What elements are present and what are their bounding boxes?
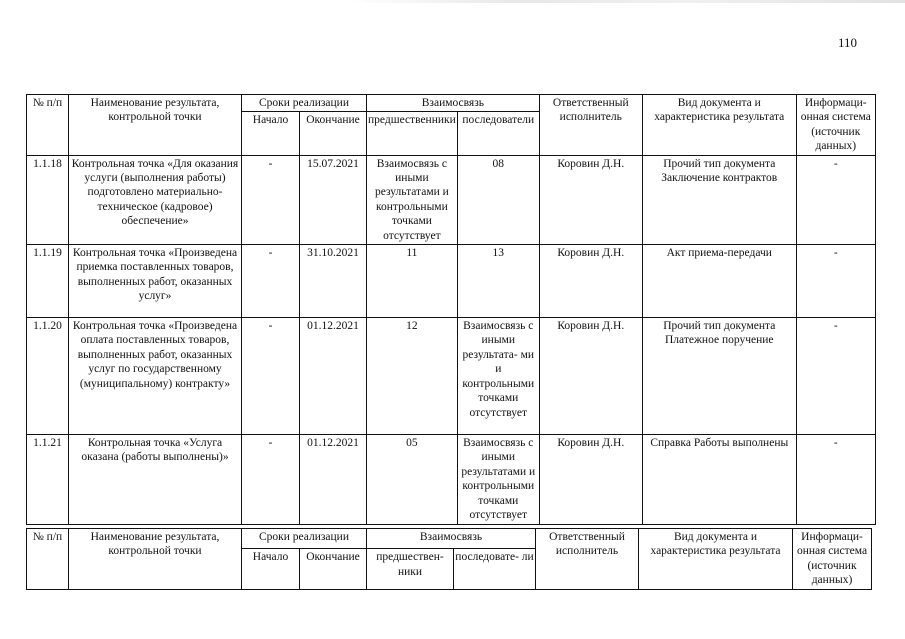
header-successors: последователи: [457, 112, 539, 155]
row-num: 1.1.20: [27, 318, 69, 435]
row-successors: 08: [457, 155, 539, 244]
footer-header-name: Наименование результата, контрольной точки: [69, 529, 242, 590]
header-terms: Сроки реализации: [242, 95, 367, 112]
row-info: -: [796, 318, 875, 435]
row-responsible: Коровин Д.Н.: [539, 435, 642, 525]
row-end: 01.12.2021: [300, 435, 367, 525]
scan-edge-artifact: [350, 0, 905, 3]
row-name: Контрольная точка «Услуга оказана (работы выполнены)»: [69, 435, 242, 525]
row-info: -: [796, 435, 875, 525]
row-name: Контрольная точка «Произведена оплата поставленных товаров, выполненных работ, оказанных услуг по государственному (муниципальному) контракту»: [69, 318, 242, 435]
footer-header-end: Окончание: [300, 549, 367, 590]
footer-header-successors: последовате- ли: [454, 549, 536, 590]
row-end: 31.10.2021: [300, 245, 367, 318]
row-num: 1.1.19: [27, 245, 69, 318]
row-predecessors: 05: [367, 435, 458, 525]
repeated-header-table: [26, 528, 872, 590]
header-start: Начало: [242, 112, 300, 155]
header-row-1: [27, 95, 876, 112]
row-responsible: Коровин Д.Н.: [539, 318, 642, 435]
row-name: Контрольная точка «Произведена приемка поставленных товаров, выполненных работ, оказанных услуг»: [69, 245, 242, 318]
footer-header-doc-type: Вид документа и характеристика результата: [639, 529, 793, 590]
row-start: -: [242, 245, 300, 318]
row-start: -: [242, 155, 300, 244]
row-doc: Справка Работы выполнены: [642, 435, 796, 525]
footer-header-responsible: Ответственный исполнитель: [536, 529, 639, 590]
row-start: -: [242, 435, 300, 525]
row-info: -: [796, 155, 875, 244]
header-doc-type: Вид документа и характеристика результата: [642, 95, 796, 156]
page-number: 110: [838, 35, 858, 50]
row-doc: Прочий тип документа Платежное поручение: [642, 318, 796, 435]
footer-header-predecessors: предшествен- ники: [367, 549, 454, 590]
table-row: [27, 245, 876, 318]
row-info: -: [796, 245, 875, 318]
row-doc: Прочий тип документа Заключение контрактов: [642, 155, 796, 244]
header-name: Наименование результата, контрольной точки: [69, 95, 242, 156]
row-end: 15.07.2021: [300, 155, 367, 244]
footer-header-info-system: Информаци- онная система (источник данных): [793, 529, 872, 590]
row-successors: Взаимосвязь с иными результатами и контрольными точками отсутствует: [457, 435, 539, 525]
row-successors: Взаимосвязь с иными результата- ми и контрольными точками отсутствует: [457, 318, 539, 435]
header-responsible: Ответственный исполнитель: [539, 95, 642, 156]
row-predecessors: Взаимосвязь с иными результатами и контрольными точками отсутствует: [367, 155, 458, 244]
footer-header-terms: Сроки реализации: [242, 529, 367, 549]
row-responsible: Коровин Д.Н.: [539, 155, 642, 244]
footer-header-num: № п/п: [27, 529, 69, 590]
row-predecessors: 12: [367, 318, 458, 435]
footer-header-relation: Взаимосвязь: [367, 529, 536, 549]
table-row: [27, 318, 876, 435]
header-end: Окончание: [300, 112, 367, 155]
header-relation: Взаимосвязь: [367, 95, 540, 112]
row-num: 1.1.21: [27, 435, 69, 525]
row-name: Контрольная точка «Для оказания услуги (выполнения работы) подготовлено материально-техническое (кадровое) обеспечение»: [69, 155, 242, 244]
table-row: [27, 435, 876, 525]
footer-header-start: Начало: [242, 549, 300, 590]
header-num: № п/п: [27, 95, 69, 156]
row-num: 1.1.18: [27, 155, 69, 244]
row-start: -: [242, 318, 300, 435]
header-info-system: Информаци- онная система (источник данных): [796, 95, 875, 156]
footer-header-row-1: [27, 529, 872, 549]
table-row: [27, 155, 876, 244]
header-predecessors: предшественники: [367, 112, 458, 155]
row-responsible: Коровин Д.Н.: [539, 245, 642, 318]
row-doc: Акт приема-передачи: [642, 245, 796, 318]
row-end: 01.12.2021: [300, 318, 367, 435]
row-successors: 13: [457, 245, 539, 318]
row-predecessors: 11: [367, 245, 458, 318]
results-table: [26, 94, 876, 525]
